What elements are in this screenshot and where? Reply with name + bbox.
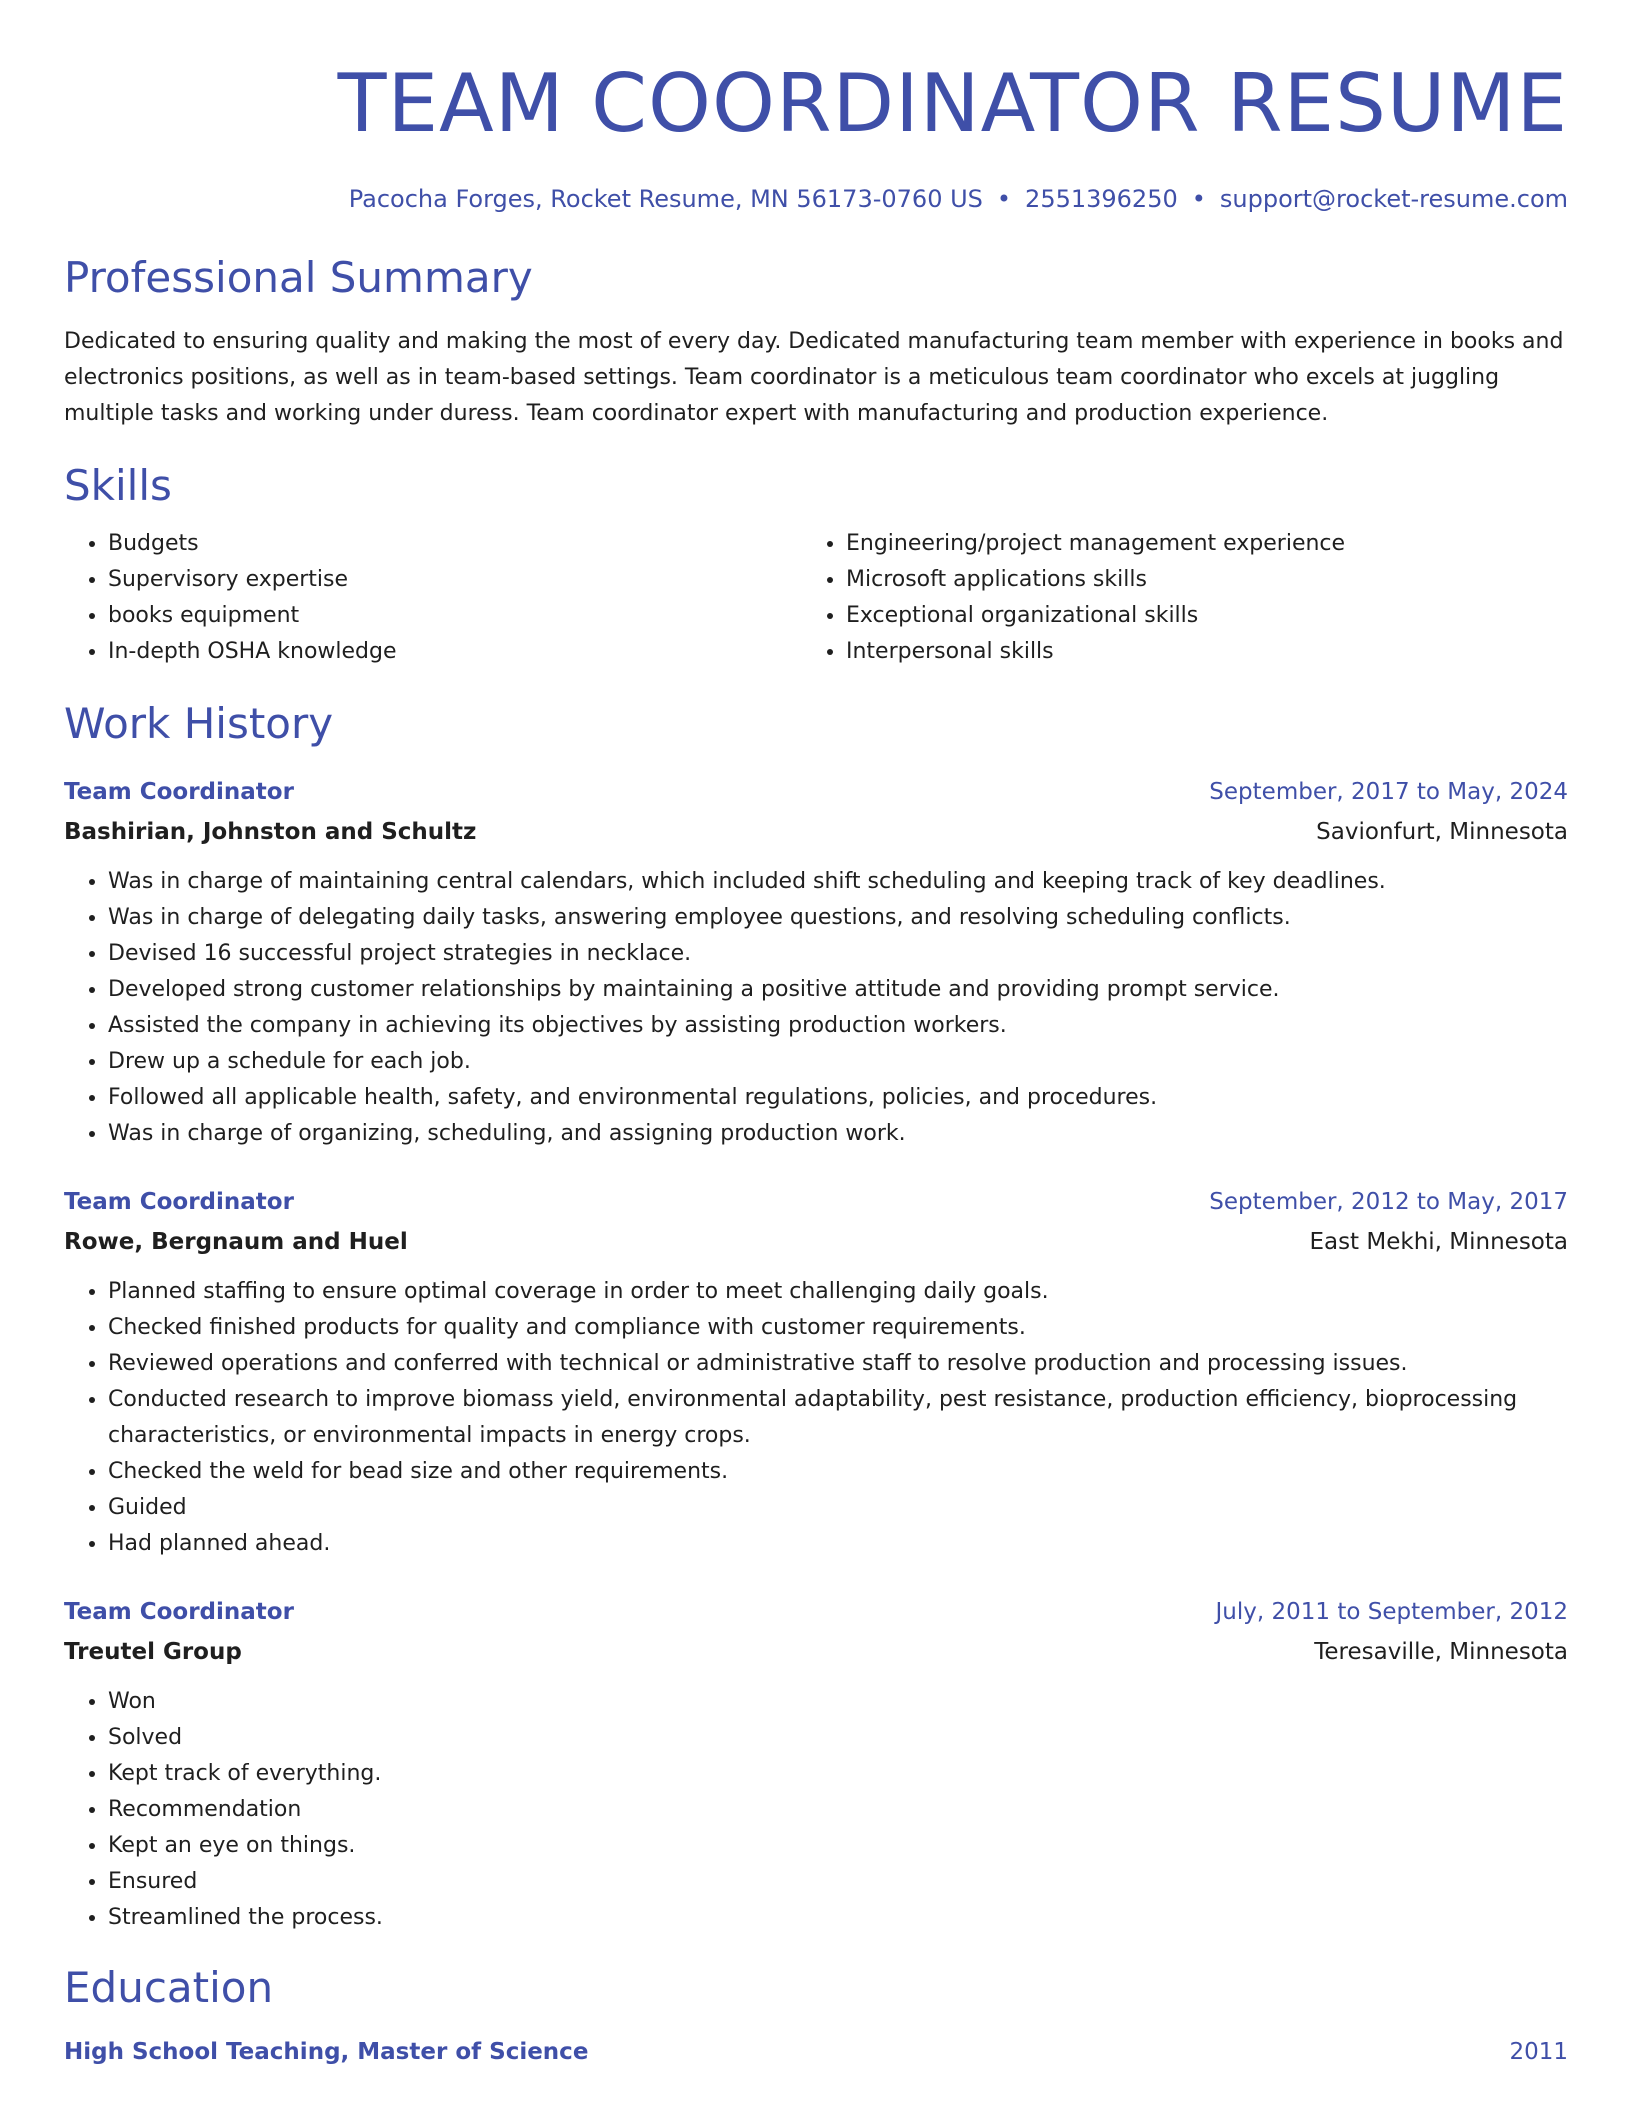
skill-item: • Supervisory expertise [108,562,802,598]
skill-item: • Exceptional organizational skills [846,598,1540,634]
job-subheader [64,1222,1568,1262]
job-title: Team Coordinator [64,779,294,805]
job-bullet: • Kept track of everything. [108,1756,1568,1792]
job-bullet: • Had planned ahead. [108,1526,1568,1562]
job-company: Rowe, Bergnaum and Huel [64,1229,408,1255]
job-location: Savionfurt, Minnesota [1316,819,1568,845]
skill-item: • books equipment [108,598,802,634]
job-entry [64,1592,1568,1936]
job-company: Bashirian, Johnston and Schultz [64,819,477,845]
job-bullet: • Reviewed operations and conferred with technical or administrative staff to resolve production and processing issues. [108,1346,1568,1382]
job-bullets [64,1274,1568,1562]
job-location: East Mekhi, Minnesota [1309,1229,1568,1255]
job-subheader [64,1632,1568,1672]
job-bullet: • Ensured [108,1864,1568,1900]
education-heading: Education [64,1963,274,2012]
skills-heading: Skills [64,461,172,510]
job-bullet: • Was in charge of maintaining central calendars, which included shift scheduling and keeping track of key deadlines. [108,864,1568,900]
job-company: Treutel Group [64,1639,242,1665]
job-bullet: • Solved [108,1720,1568,1756]
job-bullet: • Was in charge of organizing, scheduling, and assigning production work. [108,1116,1568,1152]
job-header [64,1182,1568,1222]
job-location: Teresaville, Minnesota [1314,1639,1568,1665]
summary-text: Dedicated to ensuring quality and making the most of every day. Dedicated manufacturing team member with experience in books and electronics positions, as well as in team-based settings. Team coordinator is a meticulous team coordinator who excels at juggling multiple tasks and working under duress. Team coordinator expert with manufacturing and production experience. [64,329,1564,426]
job-title: Team Coordinator [64,1599,294,1625]
skill-item: • Microsoft applications skills [846,562,1540,598]
job-bullet: • Conducted research to improve biomass yield, environmental adaptability, pest resistance, production efficiency, bioprocessing characteristics, or environmental impacts in energy crops. [108,1382,1568,1454]
contact-separator: • [996,185,1012,213]
education-degree: High School Teaching, Master of Science [64,2039,589,2065]
job-bullet: • Guided [108,1490,1568,1526]
contact-email: support@rocket-resume.com [1219,185,1568,213]
job-dates: July, 2011 to September, 2012 [1215,1599,1568,1625]
job-bullet: • Devised 16 successful project strategies in necklace. [108,936,1568,972]
job-bullet: • Assisted the company in achieving its objectives by assisting production workers. [108,1008,1568,1044]
page-title: TEAM COORDINATOR RESUME [337,57,1568,150]
job-bullet: • Drew up a schedule for each job. [108,1044,1568,1080]
job-entry [64,1182,1568,1562]
work-history-heading: Work History [64,699,334,748]
summary-heading: Professional Summary [64,253,533,302]
contact-phone: 2551396250 [1025,185,1178,213]
job-bullet: • Was in charge of delegating daily tasks, answering employee questions, and resolving scheduling conflicts. [108,900,1568,936]
job-bullet: • Recommendation [108,1792,1568,1828]
job-bullet: • Checked the weld for bead size and other requirements. [108,1454,1568,1490]
job-title: Team Coordinator [64,1189,294,1215]
job-subheader [64,812,1568,852]
skills-list-left [64,526,802,670]
job-dates: September, 2017 to May, 2024 [1209,779,1568,805]
job-bullet: • Kept an eye on things. [108,1828,1568,1864]
job-bullet: • Developed strong customer relationships by maintaining a positive attitude and providing prompt service. [108,972,1568,1008]
skills-columns [64,526,1568,670]
education-entry [64,2032,1568,2072]
job-dates: September, 2012 to May, 2017 [1209,1189,1568,1215]
job-bullet: • Followed all applicable health, safety, and environmental regulations, policies, and procedures. [108,1080,1568,1116]
skill-item: • Engineering/project management experience [846,526,1540,562]
job-bullet: • Won [108,1684,1568,1720]
job-bullet: • Planned staffing to ensure optimal coverage in order to meet challenging daily goals. [108,1274,1568,1310]
skill-item: • Budgets [108,526,802,562]
education-year: 2011 [1509,2039,1568,2065]
job-bullets [64,1684,1568,1936]
contact-separator: • [1191,185,1206,213]
contact-line [64,184,1568,214]
contact-address: Pacocha Forges, Rocket Resume, MN 56173-0760 US [348,185,983,213]
skill-item: • Interpersonal skills [846,634,1540,670]
skill-item: • In-depth OSHA knowledge [108,634,802,670]
job-bullets [64,864,1568,1152]
job-entry [64,772,1568,1152]
job-bullet: • Streamlined the process. [108,1900,1568,1936]
job-header [64,772,1568,812]
skills-list-right [802,526,1540,670]
job-bullet: • Checked finished products for quality and compliance with customer requirements. [108,1310,1568,1346]
job-header [64,1592,1568,1632]
